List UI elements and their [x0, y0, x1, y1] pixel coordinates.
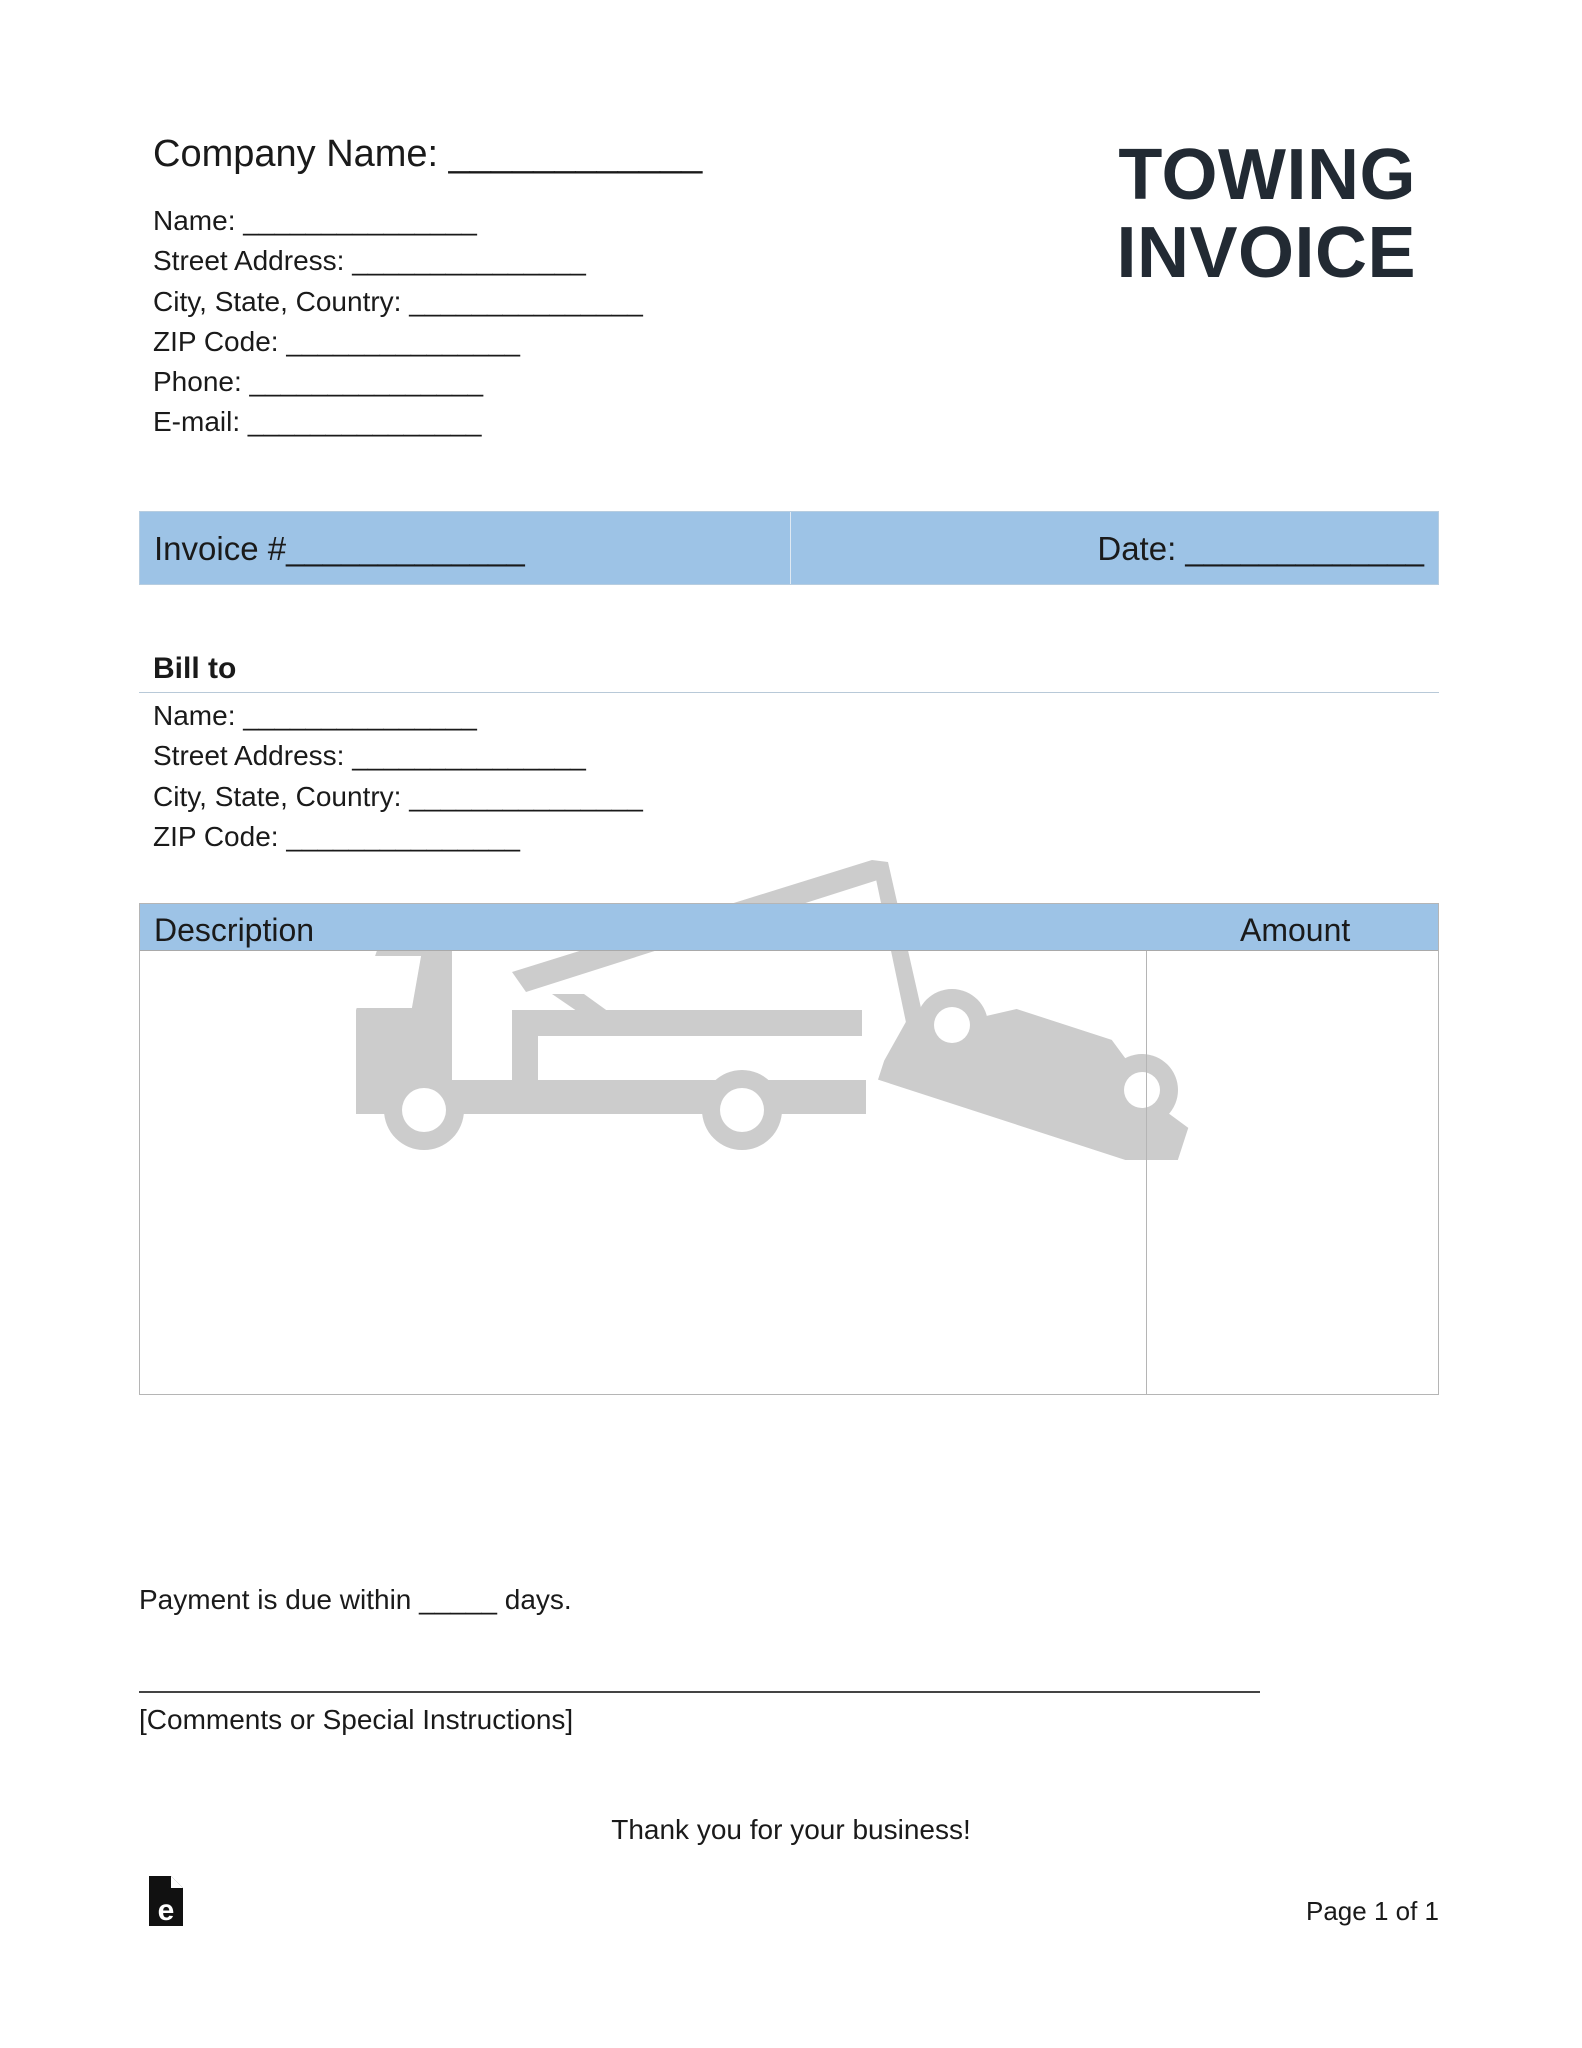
bill-to-city-field: City, State, Country: _______________: [153, 781, 643, 812]
table-header: [140, 904, 1438, 951]
amount-column-header: Amount: [1240, 912, 1351, 948]
bill-to-name-field: Name: _______________: [153, 700, 477, 731]
page-number: Page 1 of 1: [1306, 1896, 1439, 1926]
column-separator: [1146, 951, 1147, 1394]
title-line-2: INVOICE: [1116, 213, 1416, 293]
eforms-logo-icon: [147, 1876, 185, 1928]
sender-email-field: E-mail: _______________: [153, 406, 482, 437]
sender-city-field: City, State, Country: _______________: [153, 286, 643, 317]
comments-label: [Comments or Special Instructions]: [139, 1704, 574, 1735]
bill-to-rule: [139, 692, 1439, 693]
company-name-field: Company Name: ____________: [153, 133, 703, 175]
invoice-number-field: Invoice #_____________: [154, 530, 525, 567]
sender-name-field: Name: _______________: [153, 205, 477, 236]
title-line-1: TOWING: [1118, 135, 1416, 215]
invoice-bar: [139, 511, 1439, 585]
thank-you-message: Thank you for your business!: [611, 1814, 971, 1845]
sender-street-field: Street Address: _______________: [153, 245, 586, 276]
line-items-table: [139, 903, 1439, 1395]
bill-to-zip-field: ZIP Code: _______________: [153, 821, 520, 852]
document-title: [1116, 136, 1416, 292]
sender-zip-field: ZIP Code: _______________: [153, 326, 520, 357]
invoice-bar-divider: [790, 512, 791, 584]
logo-letter: e: [157, 1894, 175, 1927]
description-column-header: Description: [154, 912, 315, 948]
payment-terms: Payment is due within _____ days.: [139, 1584, 572, 1615]
invoice-date-field: Date: _____________: [1097, 530, 1424, 567]
comments-line: [139, 1691, 1260, 1693]
sender-phone-field: Phone: _______________: [153, 366, 484, 397]
bill-to-street-field: Street Address: _______________: [153, 740, 586, 771]
bill-to-heading: Bill to: [153, 652, 237, 685]
